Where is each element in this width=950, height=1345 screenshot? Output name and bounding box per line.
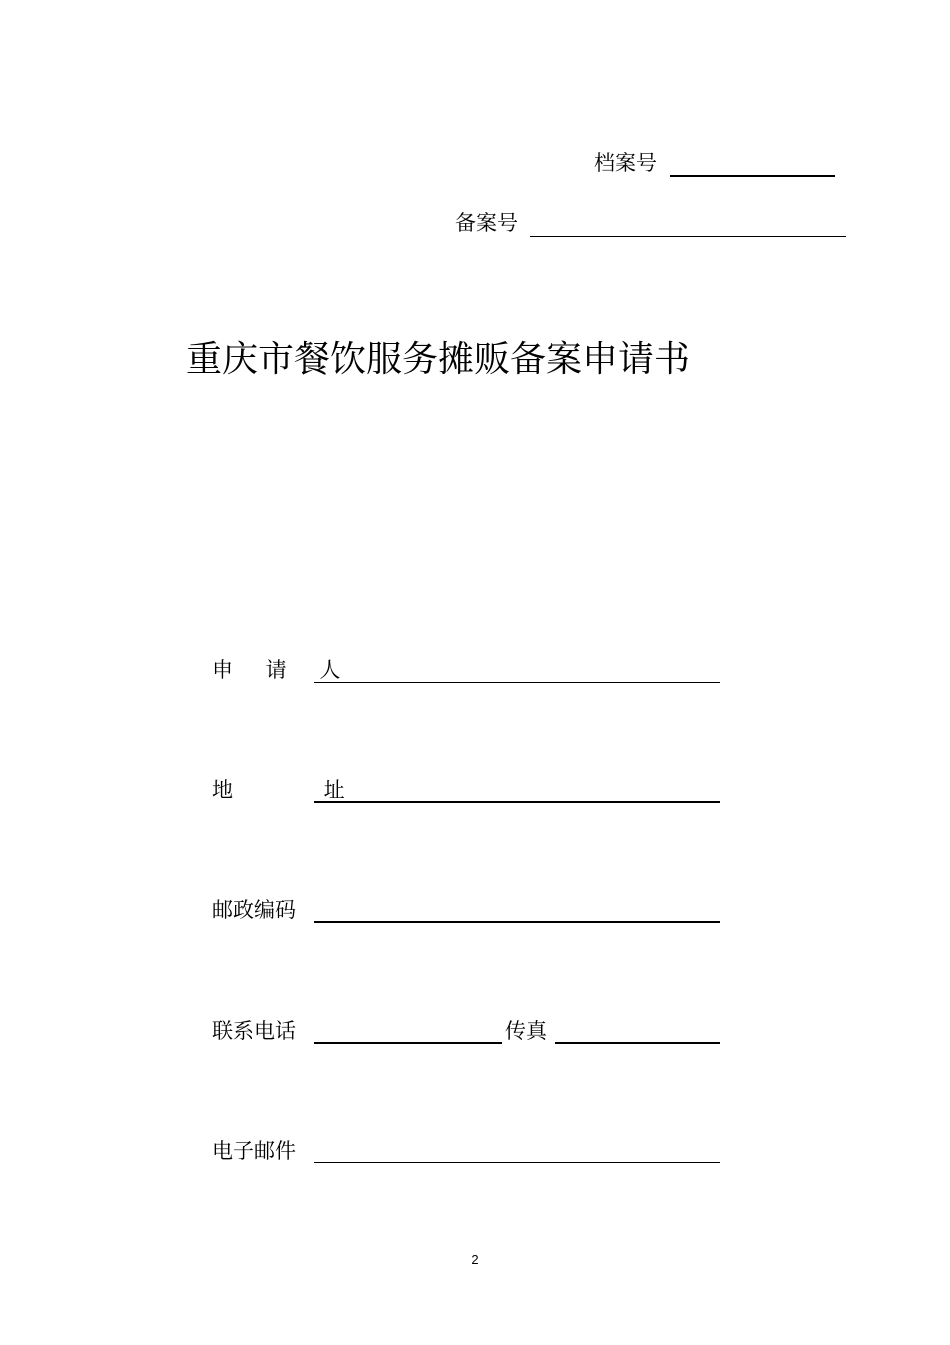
- applicant-blank[interactable]: [314, 682, 720, 683]
- address-blank[interactable]: [314, 801, 720, 803]
- fax-label: 传真: [505, 1019, 547, 1043]
- document-title: 重庆市餐饮服务摊贩备案申请书: [186, 339, 691, 380]
- filing-no-blank[interactable]: [530, 236, 846, 237]
- archive-no-label: 档案号: [594, 151, 657, 175]
- archive-no-blank[interactable]: [670, 175, 835, 177]
- page-number: 2: [471, 1252, 479, 1267]
- applicant-label: 申 请 人: [212, 658, 354, 682]
- filing-no-label: 备案号: [455, 211, 518, 235]
- phone-blank[interactable]: [314, 1042, 502, 1044]
- phone-label: 联系电话: [212, 1019, 296, 1043]
- postcode-label: 邮政编码: [212, 898, 296, 922]
- email-label: 电子邮件: [212, 1139, 296, 1163]
- postcode-blank[interactable]: [314, 921, 720, 923]
- address-label: 地 址: [212, 778, 387, 802]
- email-blank[interactable]: [314, 1162, 720, 1163]
- fax-blank[interactable]: [555, 1042, 720, 1044]
